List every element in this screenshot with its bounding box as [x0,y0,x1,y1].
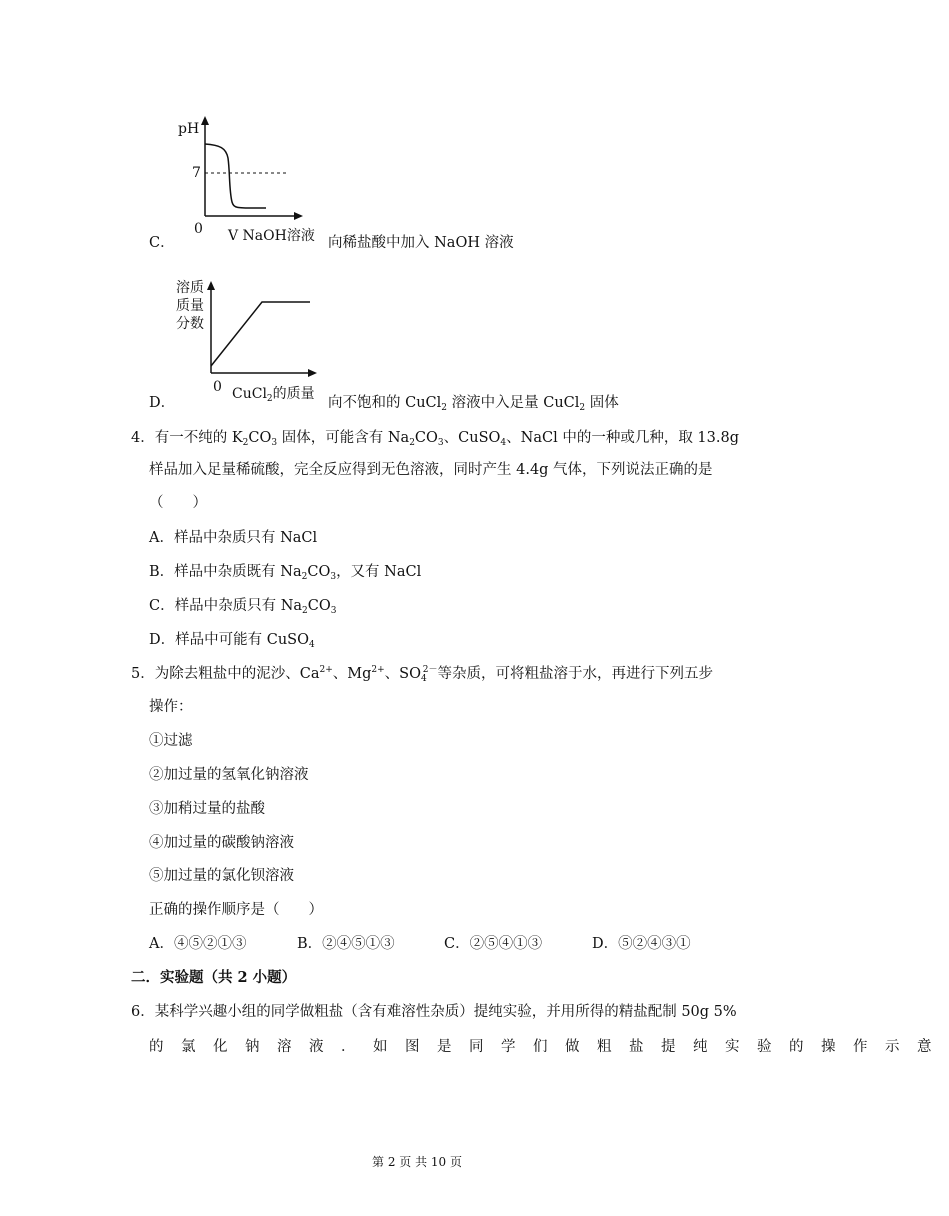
q4-option-b: B．样品中杂质既有 $Na_2CO_3$，又有 NaCl [149,564,422,582]
graph-c-ph-curve [205,144,266,208]
q4-stem-line-2: 样品加入足量稀硫酸，完全反应得到无色溶液，同时产生 4.4g 气体，下列说法正确的是 [149,462,713,478]
graph-c [168,112,328,244]
graph-d-x-arrow [308,369,317,377]
q3-option-d-text: 向不饱和的 CuCl$_2$ 溶液中入足量 CuCl$_2$ 固体 [328,395,619,413]
graph-c-y-arrow [201,116,209,125]
q4-option-c: C．样品中杂质只有 $Na_2CO_3$ [149,598,337,616]
q3-option-c-letter: C． [149,235,175,251]
q5-option-a: A．④⑤②①③ [149,936,247,952]
graph-d-origin: 0 [213,379,222,395]
q5-step-5: ⑤加过量的氯化钡溶液 [149,868,294,884]
q6-stem-line-2: 的氯化钠溶液．如图是同学们做粗盐提纯实验的操作示意 [149,1039,949,1055]
graph-d-y-label-3: 分数 [176,316,204,332]
graph-d [170,268,330,410]
graph-c-y-label: pH [178,121,200,137]
q4-stem-line-1: 4．有一不纯的 $K_2CO_3$ 固体，可能含有 $Na_2CO_3$、CuSO$_4$、NaCl 中的一种或几种，取 13.8g [131,430,739,448]
q3-option-d-letter: D． [149,395,176,411]
q5-step-3: ③加稍过量的盐酸 [149,801,265,817]
graph-c-x-label: V NaOH溶液 [228,228,315,244]
graph-d-y-label-1: 溶质 [176,280,204,296]
section-2-title: 二．实验题（共 2 小题） [131,969,297,986]
q4-option-d: D．样品中可能有 CuSO$_4$ [149,632,315,650]
graph-c-ref-label: 7 [192,165,201,181]
q5-stem-line-1: 5．为除去粗盐中的泥沙、$Ca^{2+}$、$Mg^{2+}$、$SO_4^{2-}$等杂质，可将粗盐溶于水，再进行下列五步 [131,665,713,684]
graph-c-x-arrow [294,212,303,220]
q4-answer-blank: （ ） [149,495,207,511]
q4-option-a: A．样品中杂质只有 NaCl [149,530,318,546]
graph-d-curve [211,302,310,366]
q5-option-d: D．⑤②④③① [592,936,691,952]
q5-option-c: C．②⑤④①③ [444,936,543,952]
q5-step-2: ②加过量的氢氧化钠溶液 [149,767,309,783]
q5-stem-line-2: 操作： [149,699,193,715]
q5-option-b: B．②④⑤①③ [297,936,395,952]
graph-d-y-label-2: 质量 [176,298,204,314]
q6-stem-line-1: 6．某科学兴趣小组的同学做粗盐（含有难溶性杂质）提纯实验，并用所得的精盐配制 50g 5% [131,1004,737,1020]
q5-step-4: ④加过量的碳酸钠溶液 [149,835,294,851]
graph-d-x-label: CuCl$_2$的质量 [232,386,315,404]
graph-d-y-arrow [207,281,215,290]
q3-option-c-text: 向稀盐酸中加入 NaOH 溶液 [328,235,514,251]
q5-step-1: ①过滤 [149,733,193,749]
graph-c-origin: 0 [194,221,203,237]
q5-question: 正确的操作顺序是（ ） [149,902,323,918]
page-footer: 第 2 页 共 10 页 [372,1155,462,1169]
